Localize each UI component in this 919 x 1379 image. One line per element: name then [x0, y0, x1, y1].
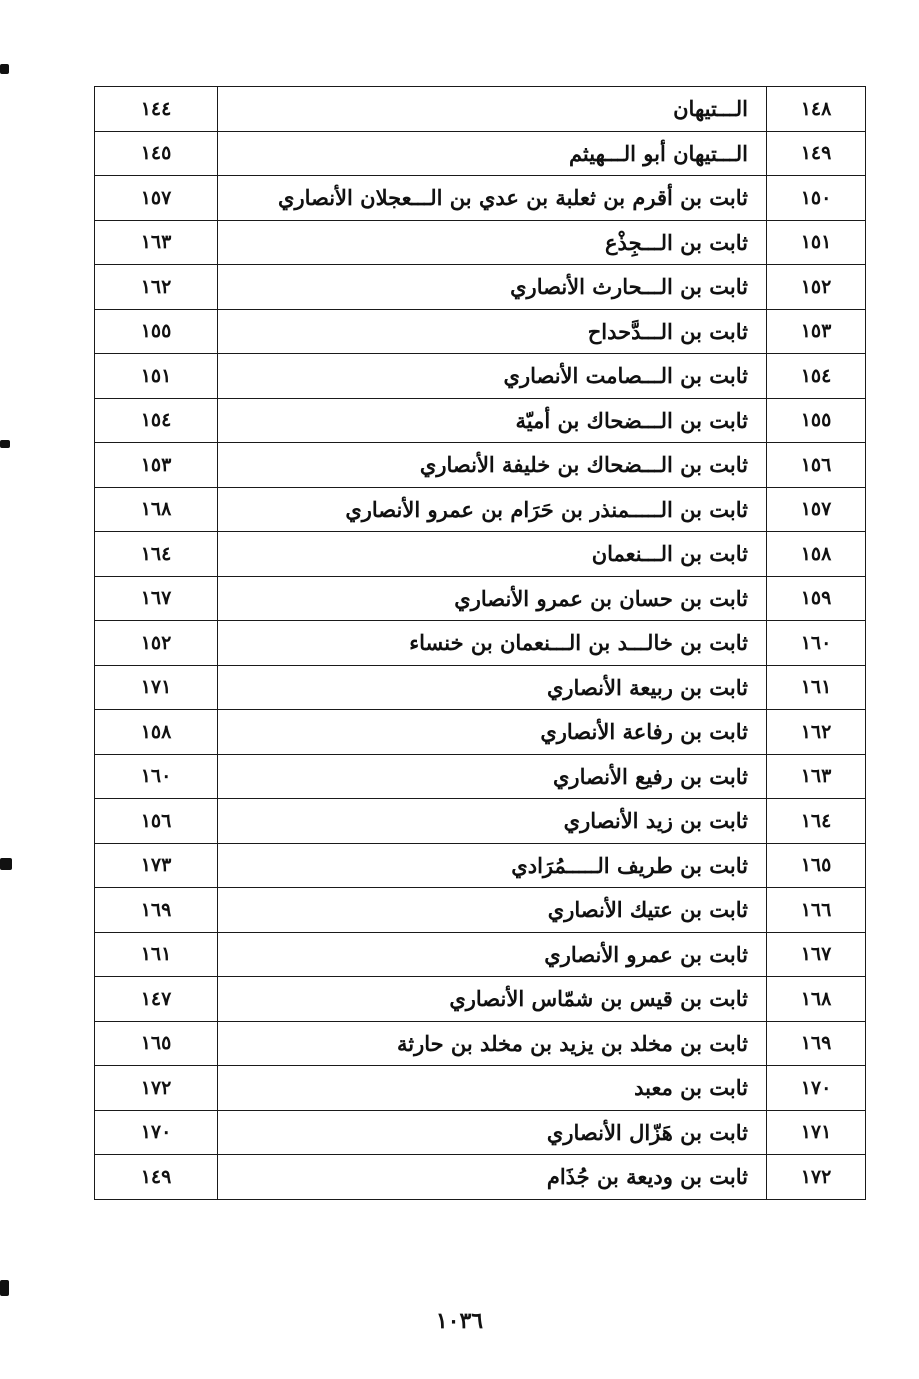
- table-row: [95, 754, 866, 799]
- entry-name: ثابت بن الـــدَّحداح: [218, 309, 767, 354]
- table-row: [95, 354, 866, 399]
- table-row: [95, 87, 866, 132]
- entry-name: ثابت بن الـــنعمان: [218, 532, 767, 577]
- table-row: [95, 398, 866, 443]
- table-row: [95, 1021, 866, 1066]
- entry-name: ثابت بن هَزّال الأنصاري: [218, 1110, 767, 1155]
- entry-number: ١٥١: [767, 220, 866, 265]
- entry-name: الـــتيهان أبو الـــهيثم: [218, 131, 767, 176]
- table-row: [95, 576, 866, 621]
- entry-number: ١٦٧: [767, 932, 866, 977]
- entry-name: ثابت بن حسان بن عمرو الأنصاري: [218, 576, 767, 621]
- table-row: [95, 487, 866, 532]
- entry-page: ١٦٩: [95, 888, 218, 933]
- entry-page: ١٤٤: [95, 87, 218, 132]
- entry-page: ١٥٢: [95, 621, 218, 666]
- entry-name: ثابت بن أقرم بن ثعلبة بن عدي بن الـــعجلان الأنصاري: [218, 176, 767, 221]
- entry-name: ثابت بن الـــضحاك بن خليفة الأنصاري: [218, 443, 767, 488]
- table-row: [95, 443, 866, 488]
- entry-number: ١٥٤: [767, 354, 866, 399]
- entry-name: ثابت بن الـــضحاك بن أميّة: [218, 398, 767, 443]
- entry-number: ١٦٠: [767, 621, 866, 666]
- scan-mark-2: [0, 440, 10, 448]
- entry-page: ١٧٢: [95, 1066, 218, 1111]
- scan-mark-4: [0, 1280, 9, 1296]
- entry-number: ١٧٢: [767, 1155, 866, 1200]
- entry-page: ١٥٦: [95, 799, 218, 844]
- table-row: [95, 1155, 866, 1200]
- table-row: [95, 932, 866, 977]
- entry-page: ١٥٥: [95, 309, 218, 354]
- entry-number: ١٥٨: [767, 532, 866, 577]
- entry-name: ثابت بن ربيعة الأنصاري: [218, 665, 767, 710]
- entry-name: الـــتيهان: [218, 87, 767, 132]
- entry-number: ١٥٠: [767, 176, 866, 221]
- entry-name: ثابت بن زيد الأنصاري: [218, 799, 767, 844]
- entry-name: ثابت بن الـــصامت الأنصاري: [218, 354, 767, 399]
- entry-page: ١٧٣: [95, 843, 218, 888]
- entry-name: ثابت بن عتيك الأنصاري: [218, 888, 767, 933]
- scan-mark-3: [0, 858, 12, 870]
- entry-name: ثابت بن وديعة بن جُذَام: [218, 1155, 767, 1200]
- table-row: [95, 1110, 866, 1155]
- entry-name: ثابت بن رفاعة الأنصاري: [218, 710, 767, 755]
- entry-page: ١٦٣: [95, 220, 218, 265]
- entry-number: ١٦٤: [767, 799, 866, 844]
- entry-number: ١٦٢: [767, 710, 866, 755]
- entry-page: ١٥١: [95, 354, 218, 399]
- index-table-body: [95, 87, 866, 1200]
- entry-page: ١٥٣: [95, 443, 218, 488]
- entry-number: ١٦٦: [767, 888, 866, 933]
- entry-name: ثابت بن الـــــمنذر بن حَرَام بن عمرو الأنصاري: [218, 487, 767, 532]
- table-row: [95, 710, 866, 755]
- entry-number: ١٦٣: [767, 754, 866, 799]
- entry-page: ١٤٥: [95, 131, 218, 176]
- table-row: [95, 843, 866, 888]
- entry-name: ثابت بن الـــحارث الأنصاري: [218, 265, 767, 310]
- index-table: [94, 86, 866, 1200]
- entry-page: ١٥٨: [95, 710, 218, 755]
- table-row: [95, 532, 866, 577]
- entry-page: ١٧١: [95, 665, 218, 710]
- entry-number: ١٦٥: [767, 843, 866, 888]
- table-row: [95, 977, 866, 1022]
- entry-number: ١٥٩: [767, 576, 866, 621]
- table-row: [95, 1066, 866, 1111]
- table-row: [95, 665, 866, 710]
- table-row: [95, 888, 866, 933]
- entry-page: ١٦٤: [95, 532, 218, 577]
- table-row: [95, 265, 866, 310]
- entry-name: ثابت بن رفيع الأنصاري: [218, 754, 767, 799]
- table-row: [95, 309, 866, 354]
- scan-mark-1: [0, 64, 9, 74]
- entry-page: ١٤٩: [95, 1155, 218, 1200]
- table-row: [95, 799, 866, 844]
- entry-number: ١٥٦: [767, 443, 866, 488]
- entry-page: ١٦١: [95, 932, 218, 977]
- entry-page: ١٦٠: [95, 754, 218, 799]
- entry-name: ثابت بن معبد: [218, 1066, 767, 1111]
- entry-number: ١٦٩: [767, 1021, 866, 1066]
- entry-name: ثابت بن قيس بن شمّاس الأنصاري: [218, 977, 767, 1022]
- entry-number: ١٥٥: [767, 398, 866, 443]
- table-row: [95, 131, 866, 176]
- entry-name: ثابت بن الـــجِذْع: [218, 220, 767, 265]
- page-number: ١٠٣٦: [435, 1308, 484, 1334]
- entry-name: ثابت بن خالـــد بن الـــنعمان بن خنساء: [218, 621, 767, 666]
- entry-number: ١٧١: [767, 1110, 866, 1155]
- table-row: [95, 220, 866, 265]
- entry-number: ١٤٩: [767, 131, 866, 176]
- table-row: [95, 621, 866, 666]
- entry-page: ١٧٠: [95, 1110, 218, 1155]
- entry-number: ١٤٨: [767, 87, 866, 132]
- entry-page: ١٥٧: [95, 176, 218, 221]
- entry-name: ثابت بن مخلد بن يزيد بن مخلد بن حارثة: [218, 1021, 767, 1066]
- entry-number: ١٥٧: [767, 487, 866, 532]
- entry-page: ١٦٥: [95, 1021, 218, 1066]
- entry-number: ١٦١: [767, 665, 866, 710]
- entry-name: ثابت بن عمرو الأنصاري: [218, 932, 767, 977]
- entry-page: ١٥٤: [95, 398, 218, 443]
- entry-page: ١٦٨: [95, 487, 218, 532]
- entry-number: ١٦٨: [767, 977, 866, 1022]
- entry-page: ١٦٧: [95, 576, 218, 621]
- entry-page: ١٦٢: [95, 265, 218, 310]
- table-row: [95, 176, 866, 221]
- entry-number: ١٥٢: [767, 265, 866, 310]
- entry-page: ١٤٧: [95, 977, 218, 1022]
- entry-number: ١٧٠: [767, 1066, 866, 1111]
- entry-number: ١٥٣: [767, 309, 866, 354]
- entry-name: ثابت بن طريف الـــــمُرَادي: [218, 843, 767, 888]
